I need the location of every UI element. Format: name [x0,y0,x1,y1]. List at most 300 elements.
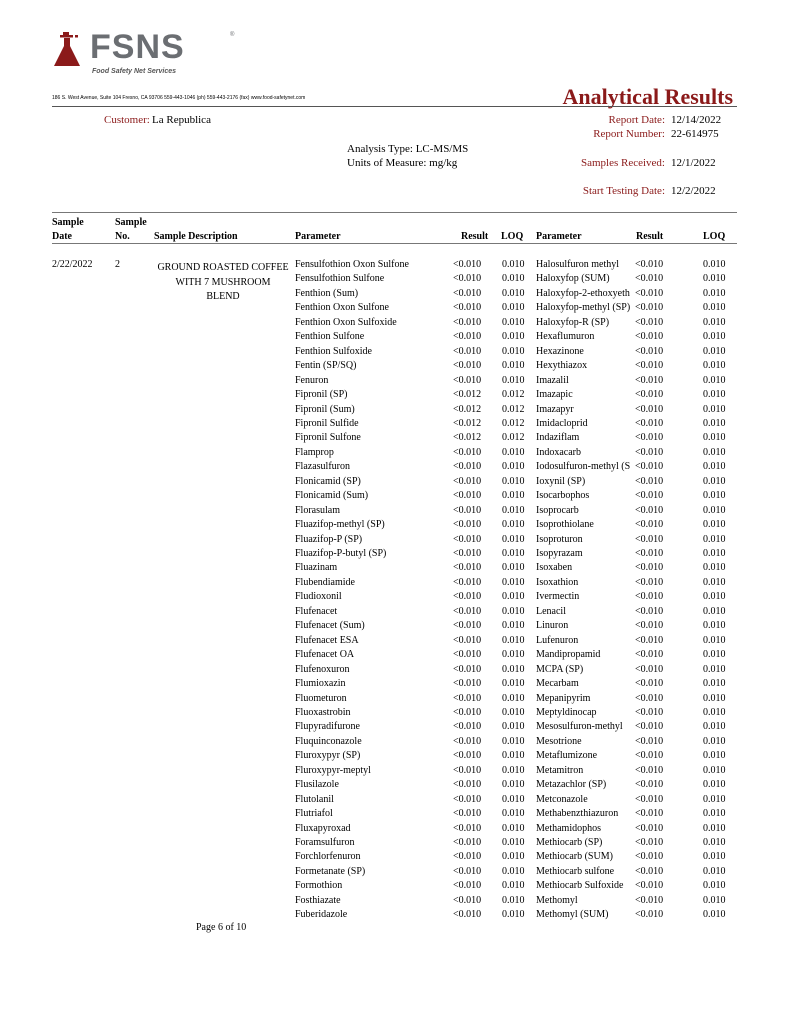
loq-cell-2: 0.010 [703,649,726,661]
loq-cell-2: 0.010 [703,360,726,372]
loq-cell: 0.010 [502,302,525,314]
result-cell: <0.010 [453,649,482,661]
result-cell: <0.010 [453,880,482,892]
table-row [0,707,791,722]
parameter-cell: Fluroxypyr (SP) [295,750,361,762]
loq-cell-2: 0.010 [703,837,726,848]
parameter-cell-2: Methomyl [536,894,578,906]
parameter-cell: Fenthion Oxon Sulfone [295,302,389,314]
result-cell: <0.012 [453,389,482,401]
table-row [0,317,791,332]
table-row [0,519,791,534]
parameter-cell-2: Methomyl (SUM) [536,909,609,921]
loq-cell-2: 0.010 [703,403,726,415]
result-cell: <0.010 [453,692,482,704]
result-cell: <0.010 [453,822,482,834]
result-cell: <0.010 [453,374,482,386]
parameter-cell: Fenuron [295,374,329,386]
result-cell: <0.010 [453,345,482,357]
parameter-cell: Fenthion Sulfoxide [295,345,372,357]
result-cell: <0.010 [453,605,482,617]
parameter-cell-2: Mesotrione [536,735,582,747]
parameter-cell-2: Meptyldinocap [536,706,597,718]
parameter-cell-2: Mesosulfuron-methyl [536,721,623,733]
sample-number: 2 [115,259,120,270]
loq-cell-2: 0.010 [703,273,726,285]
parameter-cell-2: Haloxyfop-R (SP) [536,316,610,328]
table-row [0,404,791,419]
table-row [0,851,791,866]
result-cell-2: <0.010 [635,548,664,559]
result-cell-2: <0.010 [635,837,664,848]
parameter-cell-2: Haloxyfop-methyl (SP) [536,302,631,314]
result-cell-2: <0.010 [635,591,664,603]
result-cell-2: <0.010 [635,533,664,545]
parameter-cell-2: Isoprocarb [536,504,579,516]
table-row [0,591,791,606]
loq-cell-2: 0.010 [703,591,726,603]
loq-cell-2: 0.010 [703,909,726,921]
parameter-cell-2: Metazachlor (SP) [536,779,607,791]
header-divider [52,106,737,107]
analysis-type: Analysis Type: LC-MS/MS [347,143,469,155]
loq-cell-2: 0.010 [703,432,726,444]
parameter-cell: Formetanate (SP) [295,865,366,877]
result-cell-2: <0.010 [635,287,664,299]
loq-cell: 0.010 [502,735,525,747]
loq-cell: 0.010 [502,837,525,848]
loq-cell: 0.010 [502,851,525,863]
customer-value: La Republica [152,114,211,126]
parameter-cell-2: Methiocarb sulfone [536,865,615,877]
loq-cell: 0.010 [502,663,525,675]
parameter-cell-2: Mepanipyrim [536,692,591,704]
parameter-cell: Forchlorfenuron [295,851,361,863]
parameter-cell-2: Metconazole [536,793,588,805]
parameter-cell-2: MCPA (SP) [536,663,584,675]
loq-cell-2: 0.010 [703,287,726,299]
parameter-cell: Fenthion Sulfone [295,331,365,343]
loq-cell: 0.010 [502,576,525,588]
loq-cell-2: 0.010 [703,446,726,458]
parameter-cell-2: Imidacloprid [536,417,588,429]
table-row [0,476,791,491]
result-cell: <0.010 [453,808,482,820]
table-row [0,375,791,390]
loq-cell-2: 0.010 [703,389,726,401]
result-cell: <0.010 [453,490,482,502]
logo-wordmark: FSNS [90,28,185,66]
loq-cell-2: 0.010 [703,735,726,747]
result-cell: <0.010 [453,634,482,646]
parameter-cell: Fluquinconazole [295,735,362,747]
loq-cell-2: 0.010 [703,764,726,776]
result-cell-2: <0.010 [635,663,664,675]
table-row [0,548,791,563]
parameter-cell: Fenthion Oxon Sulfoxide [295,316,397,328]
result-cell: <0.010 [453,764,482,776]
th-sample-no-line2: No. [115,231,130,242]
parameter-cell-2: Lenacil [536,605,566,617]
result-cell-2: <0.010 [635,360,664,372]
parameter-cell: Fluxapyroxad [295,822,351,834]
parameter-cell-2: Methiocarb Sulfoxide [536,880,624,892]
parameter-cell-2: Lufenuron [536,634,579,646]
loq-cell-2: 0.010 [703,605,726,617]
result-cell-2: <0.010 [635,779,664,791]
table-row [0,461,791,476]
result-cell-2: <0.010 [635,808,664,820]
parameter-cell: Formothion [295,880,343,892]
loq-cell-2: 0.010 [703,808,726,820]
table-row [0,273,791,288]
table-row [0,577,791,592]
page-number: Page 6 of 10 [196,922,247,933]
loq-cell: 0.010 [502,634,525,646]
loq-cell-2: 0.010 [703,793,726,805]
parameter-cell-2: Isoxathion [536,576,579,588]
result-cell-2: <0.010 [635,909,664,921]
start-testing-value: 12/2/2022 [671,185,716,197]
loq-cell: 0.010 [502,706,525,718]
parameter-cell: Flufenacet ESA [295,634,359,646]
company-address: 186 S. West Avenue, Suite 104 Fresno, CA 93706 559-443-1046 (ph) 559-443-2176 (fax) www.food-safetynet.com [52,95,306,101]
loq-cell: 0.010 [502,259,525,270]
loq-cell: 0.010 [502,822,525,834]
loq-cell-2: 0.010 [703,865,726,877]
loq-cell-2: 0.010 [703,721,726,733]
parameter-cell: Flonicamid (Sum) [295,490,369,502]
report-date-label: Report Date: [608,114,665,126]
parameter-cell: Fluazinam [295,562,338,574]
result-cell: <0.010 [453,779,482,791]
parameter-cell-2: Hexazinone [536,345,584,357]
loq-cell: 0.010 [502,345,525,357]
result-cell-2: <0.010 [635,302,664,314]
result-cell: <0.010 [453,287,482,299]
parameter-cell-2: Indaziflam [536,432,580,444]
result-cell-2: <0.010 [635,432,664,444]
table-row [0,736,791,751]
result-cell-2: <0.010 [635,721,664,733]
loq-cell-2: 0.010 [703,345,726,357]
result-cell-2: <0.010 [635,851,664,863]
result-cell-2: <0.010 [635,649,664,661]
loq-cell-2: 0.010 [703,620,726,632]
parameter-cell-2: Hexaflumuron [536,331,595,343]
loq-cell: 0.010 [502,678,525,690]
table-row [0,389,791,404]
th-loq-2: LOQ [703,231,726,242]
table-row [0,331,791,346]
table-row [0,678,791,693]
result-cell-2: <0.010 [635,417,664,429]
table-row [0,693,791,708]
parameter-cell-2: Imazapic [536,389,573,401]
parameter-cell-2: Indoxacarb [536,446,581,458]
loq-cell: 0.010 [502,649,525,661]
result-cell-2: <0.010 [635,562,664,574]
result-cell-2: <0.010 [635,475,664,487]
parameter-cell: Flutriafol [295,808,333,820]
result-cell-2: <0.010 [635,894,664,906]
result-cell-2: <0.010 [635,389,664,401]
result-cell: <0.010 [453,620,482,632]
loq-cell: 0.010 [502,475,525,487]
parameter-cell: Flonicamid (SP) [295,475,361,487]
th-sample-date-line1: Sample [52,217,84,228]
table-row [0,779,791,794]
parameter-cell: Fluroxypyr-meptyl [295,764,371,776]
loq-cell: 0.012 [502,417,525,429]
loq-cell-2: 0.010 [703,750,726,762]
th-loq: LOQ [501,231,524,242]
loq-cell: 0.010 [502,461,525,473]
parameter-cell-2: Imazalil [536,374,569,386]
parameter-cell-2: Methiocarb (SP) [536,837,603,848]
result-cell: <0.012 [453,432,482,444]
parameter-cell: Flusilazole [295,779,339,791]
th-sample-date-line2: Date [52,231,72,242]
loq-cell: 0.010 [502,360,525,372]
parameter-cell: Fipronil Sulfide [295,417,359,429]
result-cell-2: <0.010 [635,634,664,646]
table-row [0,288,791,303]
table-row [0,505,791,520]
parameter-cell: Fludioxonil [295,591,342,603]
parameter-cell: Flufenacet (Sum) [295,620,365,632]
table-row [0,794,791,809]
loq-cell-2: 0.010 [703,779,726,791]
loq-cell: 0.010 [502,894,525,906]
flask-icon [52,32,84,68]
parameter-cell-2: Halosulfuron methyl [536,259,620,270]
loq-cell: 0.010 [502,865,525,877]
table-row [0,447,791,462]
samples-received-label: Samples Received: [580,157,665,169]
result-cell-2: <0.010 [635,345,664,357]
loq-cell: 0.010 [502,620,525,632]
loq-cell-2: 0.010 [703,519,726,531]
loq-cell-2: 0.010 [703,417,726,429]
table-row [0,837,791,852]
loq-cell-2: 0.010 [703,461,726,473]
loq-cell-2: 0.010 [703,490,726,502]
result-cell: <0.010 [453,259,482,270]
parameter-cell: Flutolanil [295,793,334,805]
result-cell-2: <0.010 [635,678,664,690]
parameter-cell: Fipronil (SP) [295,389,348,401]
loq-cell: 0.010 [502,880,525,892]
parameter-cell: Flubendiamide [295,576,355,588]
result-cell: <0.010 [453,316,482,328]
result-cell-2: <0.010 [635,273,664,285]
result-cell: <0.010 [453,331,482,343]
report-date-value: 12/14/2022 [671,114,722,126]
loq-cell-2: 0.010 [703,562,726,574]
loq-cell-2: 0.010 [703,374,726,386]
result-cell: <0.010 [453,562,482,574]
result-cell: <0.012 [453,403,482,415]
parameter-cell: Flufenoxuron [295,663,350,675]
loq-cell: 0.010 [502,316,525,328]
loq-cell: 0.010 [502,721,525,733]
result-cell: <0.010 [453,663,482,675]
table-row [0,534,791,549]
result-cell-2: <0.010 [635,374,664,386]
th-sample-description: Sample Description [154,231,238,242]
loq-cell: 0.010 [502,519,525,531]
parameter-cell-2: Ioxynil (SP) [536,475,586,487]
sample-date: 2/22/2022 [52,259,93,270]
table-row [0,259,791,274]
result-cell-2: <0.010 [635,750,664,762]
table-row [0,649,791,664]
loq-cell: 0.010 [502,808,525,820]
parameter-cell: Fosthiazate [295,894,341,906]
loq-cell-2: 0.010 [703,634,726,646]
result-cell: <0.010 [453,533,482,545]
parameter-cell: Fipronil Sulfone [295,432,361,444]
parameter-cell-2: Isocarbophos [536,490,590,502]
result-cell-2: <0.010 [635,461,664,473]
loq-cell: 0.010 [502,374,525,386]
parameter-cell-2: Methamidophos [536,822,601,834]
loq-cell: 0.010 [502,692,525,704]
parameter-cell-2: Ivermectin [536,591,580,603]
parameter-cell: Fluazifop-P-butyl (SP) [295,548,387,559]
parameter-cell-2: Hexythiazox [536,360,588,372]
loq-cell-2: 0.010 [703,533,726,545]
result-cell-2: <0.010 [635,880,664,892]
page-title: Analytical Results [562,84,733,109]
result-cell-2: <0.010 [635,822,664,834]
result-cell: <0.010 [453,475,482,487]
company-logo [52,28,235,80]
result-cell: <0.010 [453,909,482,921]
table-row [0,909,791,924]
loq-cell-2: 0.010 [703,504,726,516]
result-cell: <0.010 [453,461,482,473]
start-testing-label: Start Testing Date: [582,185,665,197]
loq-cell-2: 0.010 [703,663,726,675]
parameter-cell: Fluometuron [295,692,347,704]
parameter-cell: Fipronil (Sum) [295,403,355,415]
result-cell-2: <0.010 [635,331,664,343]
parameter-cell: Flufenacet [295,605,338,617]
loq-cell-2: 0.010 [703,475,726,487]
parameter-cell: Flumioxazin [295,678,346,690]
parameter-cell: Flazasulfuron [295,461,350,473]
th-parameter-2: Parameter [536,231,582,242]
parameter-cell-2: Isoxaben [536,562,573,574]
sample-description-line: GROUND ROASTED COFFEE [157,262,289,273]
result-cell-2: <0.010 [635,706,664,718]
loq-cell-2: 0.010 [703,548,726,559]
result-cell-2: <0.010 [635,865,664,877]
loq-cell-2: 0.010 [703,851,726,863]
loq-cell: 0.012 [502,432,525,444]
parameter-cell: Flufenacet OA [295,649,355,661]
parameter-cell: Florasulam [295,504,340,516]
parameter-cell: Fentin (SP/SQ) [295,360,357,372]
table-row [0,895,791,910]
loq-cell: 0.010 [502,287,525,299]
loq-cell-2: 0.010 [703,706,726,718]
loq-cell: 0.010 [502,764,525,776]
result-cell: <0.010 [453,750,482,762]
table-header-divider [52,243,737,244]
table-row [0,765,791,780]
loq-cell: 0.010 [502,750,525,762]
parameter-cell: Fuberidazole [295,909,348,921]
loq-cell: 0.010 [502,562,525,574]
report-number-label: Report Number: [593,128,665,140]
loq-cell-2: 0.010 [703,331,726,343]
parameter-cell-2: Isoproturon [536,533,583,545]
samples-received-value: 12/1/2022 [671,157,716,169]
table-row [0,721,791,736]
parameter-cell: Fensulfothion Oxon Sulfone [295,259,409,270]
loq-cell-2: 0.010 [703,576,726,588]
customer-label: Customer: [104,114,150,126]
parameter-cell: Fluazifop-methyl (SP) [295,519,385,531]
table-row [0,750,791,765]
table-row [0,562,791,577]
th-result-2: Result [636,231,664,242]
parameter-cell-2: Mecarbam [536,678,579,690]
result-cell-2: <0.010 [635,692,664,704]
loq-cell: 0.012 [502,389,525,401]
result-cell-2: <0.010 [635,764,664,776]
table-row [0,823,791,838]
result-cell-2: <0.010 [635,620,664,632]
loq-cell: 0.010 [502,273,525,285]
th-result: Result [461,231,489,242]
table-row [0,346,791,361]
result-cell-2: <0.010 [635,735,664,747]
result-cell: <0.010 [453,446,482,458]
result-cell-2: <0.010 [635,259,664,270]
table-row [0,866,791,881]
loq-cell: 0.010 [502,779,525,791]
result-cell: <0.010 [453,678,482,690]
loq-cell: 0.010 [502,533,525,545]
loq-cell-2: 0.010 [703,880,726,892]
parameter-cell-2: Haloxyfop-2-ethoxyeth [536,287,630,299]
parameter-cell-2: Imazapyr [536,403,574,415]
loq-cell: 0.010 [502,548,525,559]
table-row [0,635,791,650]
loq-cell-2: 0.010 [703,822,726,834]
sample-description-line: BLEND [206,291,240,302]
th-sample-no-line1: Sample [115,217,147,228]
table-top-divider [52,212,737,213]
table-row [0,360,791,375]
result-cell-2: <0.010 [635,605,664,617]
loq-cell: 0.010 [502,909,525,921]
loq-cell-2: 0.010 [703,678,726,690]
result-cell: <0.010 [453,273,482,285]
result-cell: <0.010 [453,721,482,733]
result-cell: <0.010 [453,851,482,863]
loq-cell-2: 0.010 [703,894,726,906]
loq-cell: 0.012 [502,403,525,415]
logo-tagline: Food Safety Net Services [92,68,177,75]
result-cell: <0.010 [453,865,482,877]
parameter-cell-2: Metamitron [536,764,584,776]
result-cell-2: <0.010 [635,576,664,588]
